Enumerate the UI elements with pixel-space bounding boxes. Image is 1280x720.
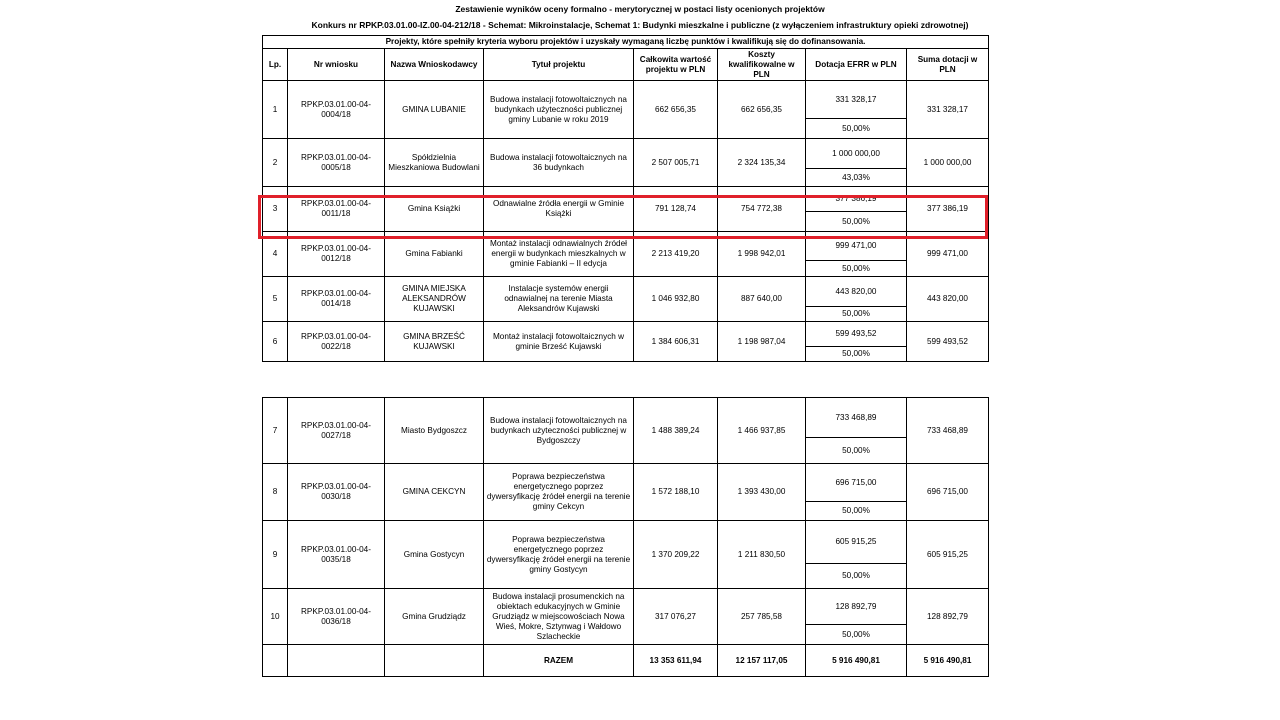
cell-koszty: 887 640,00	[718, 277, 806, 322]
cell-procent: 50,00%	[806, 212, 907, 232]
cell-nr-wniosku: RPKP.03.01.00-04-0030/18	[288, 464, 385, 521]
cell-wnioskodawca: Gmina Fabianki	[385, 232, 484, 277]
cell-calkowita: 1 488 389,24	[634, 398, 718, 464]
cell-procent: 50,00%	[806, 502, 907, 521]
cell-koszty: 1 466 937,85	[718, 398, 806, 464]
cell-lp: 6	[263, 322, 288, 362]
cell-wnioskodawca: Gmina Grudziądz	[385, 589, 484, 645]
cell-tytul: Montaż instalacji odnawialnych źródeł energii w budynkach mieszkalnych w gminie Fabianki – II edycja	[484, 232, 634, 277]
cell-nr-wniosku: RPKP.03.01.00-04-0004/18	[288, 81, 385, 139]
cell-calkowita: 791 128,74	[634, 187, 718, 232]
table-row	[263, 464, 989, 502]
cell-dotacja: 1 000 000,00	[806, 139, 907, 169]
cell-wnioskodawca: Gmina Gostycyn	[385, 521, 484, 589]
cell-koszty: 1 393 430,00	[718, 464, 806, 521]
cell-lp: 5	[263, 277, 288, 322]
cell-wnioskodawca: Spółdzielnia Mieszkaniowa Budowlani	[385, 139, 484, 187]
cell-lp: 1	[263, 81, 288, 139]
total-label: RAZEM	[484, 645, 634, 677]
results-table-page-2	[262, 397, 989, 677]
cell-nr-wniosku: RPKP.03.01.00-04-0011/18	[288, 187, 385, 232]
cell-tytul: Budowa instalacji fotowoltaicznych na budynkach użyteczności publicznej gminy Lubanie w roku 2019	[484, 81, 634, 139]
cell-wnioskodawca: GMINA MIEJSKA ALEKSANDRÓW KUJAWSKI	[385, 277, 484, 322]
cell-dotacja: 999 471,00	[806, 232, 907, 261]
cell-procent: 43,03%	[806, 169, 907, 187]
cell-dotacja: 605 915,25	[806, 521, 907, 564]
cell-calkowita: 1 384 606,31	[634, 322, 718, 362]
cell-calkowita: 2 213 419,20	[634, 232, 718, 277]
cell-dotacja: 599 493,52	[806, 322, 907, 347]
cell-tytul: Odnawialne źródła energii w Gminie Książki	[484, 187, 634, 232]
cell-koszty: 257 785,58	[718, 589, 806, 645]
cell-procent: 50,00%	[806, 347, 907, 362]
cell-nr-wniosku: RPKP.03.01.00-04-0014/18	[288, 277, 385, 322]
cell-lp: 7	[263, 398, 288, 464]
col-header-tytul: Tytuł projektu	[484, 49, 634, 81]
total-row	[263, 645, 989, 677]
cell-nr-wniosku: RPKP.03.01.00-04-0005/18	[288, 139, 385, 187]
total-calkowita: 13 353 611,94	[634, 645, 718, 677]
cell-koszty: 2 324 135,34	[718, 139, 806, 187]
row-3-highlight-box	[258, 195, 988, 239]
cell-dotacja: 733 468,89	[806, 398, 907, 438]
total-dotacja: 5 916 490,81	[806, 645, 907, 677]
cell-tytul: Poprawa bezpieczeństwa energetycznego poprzez dywersyfikację źródeł energii na terenie gminy Cekcyn	[484, 464, 634, 521]
cell-koszty: 1 998 942,01	[718, 232, 806, 277]
cell-nr-wniosku: RPKP.03.01.00-04-0027/18	[288, 398, 385, 464]
cell-procent: 50,00%	[806, 307, 907, 322]
table-body-2	[263, 398, 989, 645]
cell-suma: 1 000 000,00	[907, 139, 989, 187]
col-header-nr: Nr wniosku	[288, 49, 385, 81]
cell-lp: 9	[263, 521, 288, 589]
total-koszty: 12 157 117,05	[718, 645, 806, 677]
cell-calkowita: 2 507 005,71	[634, 139, 718, 187]
cell-nr-wniosku: RPKP.03.01.00-04-0035/18	[288, 521, 385, 589]
cell-dotacja: 696 715,00	[806, 464, 907, 502]
cell-procent: 50,00%	[806, 261, 907, 277]
cell-wnioskodawca: GMINA BRZEŚĆ KUJAWSKI	[385, 322, 484, 362]
table-row	[263, 521, 989, 564]
cell-suma: 377 386,19	[907, 187, 989, 232]
cell-calkowita: 317 076,27	[634, 589, 718, 645]
col-header-wnioskodawca: Nazwa Wnioskodawcy	[385, 49, 484, 81]
cell-wnioskodawca: GMINA CEKCYN	[385, 464, 484, 521]
cell-suma: 605 915,25	[907, 521, 989, 589]
cell-koszty: 754 772,38	[718, 187, 806, 232]
col-header-koszty: Koszty kwalifikowalne w PLN	[718, 49, 806, 81]
cell-lp: 8	[263, 464, 288, 521]
cell-suma: 331 328,17	[907, 81, 989, 139]
table-row	[263, 322, 989, 347]
table-row	[263, 139, 989, 169]
cell-suma: 128 892,79	[907, 589, 989, 645]
cell-calkowita: 662 656,35	[634, 81, 718, 139]
cell-calkowita: 1 572 188,10	[634, 464, 718, 521]
cell-calkowita: 1 370 209,22	[634, 521, 718, 589]
cell-wnioskodawca: Gmina Książki	[385, 187, 484, 232]
cell-tytul: Montaż instalacji fotowoltaicznych w gminie Brześć Kujawski	[484, 322, 634, 362]
cell-tytul: Poprawa bezpieczeństwa energetycznego poprzez dywersyfikację źródeł energii na terenie gminy Gostycyn	[484, 521, 634, 589]
cell-tytul: Budowa instalacji prosumenckich na obiektach edukacyjnych w Gminie Grudziądz w miejscowościach Nowa Wieś, Mokre, Sztynwag i Wałdowo Szlacheckie	[484, 589, 634, 645]
table-row	[263, 81, 989, 119]
col-header-dotacja: Dotacja EFRR w PLN	[806, 49, 907, 81]
col-header-lp: Lp.	[263, 49, 288, 81]
cell-dotacja: 128 892,79	[806, 589, 907, 625]
table-row	[263, 277, 989, 307]
cell-wnioskodawca: Miasto Bydgoszcz	[385, 398, 484, 464]
cell-lp: 2	[263, 139, 288, 187]
cell-procent: 50,00%	[806, 119, 907, 139]
cell-procent: 50,00%	[806, 625, 907, 645]
document-subtitle: Konkurs nr RPKP.03.01.00-IZ.00-04-212/18 - Schemat: Mikroinstalacje, Schemat 1: Budynki mieszkalne i publiczne (z wyłączeniem infrastruktury opieki zdrowotnej)	[311, 20, 969, 30]
cell-suma: 696 715,00	[907, 464, 989, 521]
cell-calkowita: 1 046 932,80	[634, 277, 718, 322]
cell-dotacja: 443 820,00	[806, 277, 907, 307]
cell-lp: 4	[263, 232, 288, 277]
table-row	[263, 398, 989, 438]
cell-lp: 10	[263, 589, 288, 645]
cell-dotacja: 377 386,19	[806, 187, 907, 212]
cell-dotacja: 331 328,17	[806, 81, 907, 119]
document-title: Zestawienie wyników oceny formalno - merytorycznej w postaci listy ocenionych projektów	[455, 4, 825, 14]
cell-tytul: Budowa instalacji fotowoltaicznych na budynkach użyteczności publicznej w Bydgoszczy	[484, 398, 634, 464]
cell-tytul: Instalacje systemów energii odnawialnej na terenie Miasta Aleksandrów Kujawski	[484, 277, 634, 322]
cell-koszty: 1 211 830,50	[718, 521, 806, 589]
cell-nr-wniosku: RPKP.03.01.00-04-0022/18	[288, 322, 385, 362]
col-header-suma: Suma dotacji w PLN	[907, 49, 989, 81]
cell-tytul: Budowa instalacji fotowoltaicznych na 36 budynkach	[484, 139, 634, 187]
table-banner: Projekty, które spełniły kryteria wyboru projektów i uzyskały wymaganą liczbę punktów i kwalifikują się do dofinansowania.	[263, 36, 989, 49]
table-row	[263, 589, 989, 625]
cell-koszty: 662 656,35	[718, 81, 806, 139]
cell-lp: 3	[263, 187, 288, 232]
cell-procent: 50,00%	[806, 564, 907, 589]
cell-procent: 50,00%	[806, 438, 907, 464]
col-header-calkowita: Całkowita wartość projektu w PLN	[634, 49, 718, 81]
cell-suma: 443 820,00	[907, 277, 989, 322]
cell-koszty: 1 198 987,04	[718, 322, 806, 362]
cell-suma: 999 471,00	[907, 232, 989, 277]
total-suma: 5 916 490,81	[907, 645, 989, 677]
cell-suma: 733 468,89	[907, 398, 989, 464]
table-header-row	[263, 49, 989, 81]
cell-wnioskodawca: GMINA LUBANIE	[385, 81, 484, 139]
cell-nr-wniosku: RPKP.03.01.00-04-0012/18	[288, 232, 385, 277]
cell-suma: 599 493,52	[907, 322, 989, 362]
cell-nr-wniosku: RPKP.03.01.00-04-0036/18	[288, 589, 385, 645]
